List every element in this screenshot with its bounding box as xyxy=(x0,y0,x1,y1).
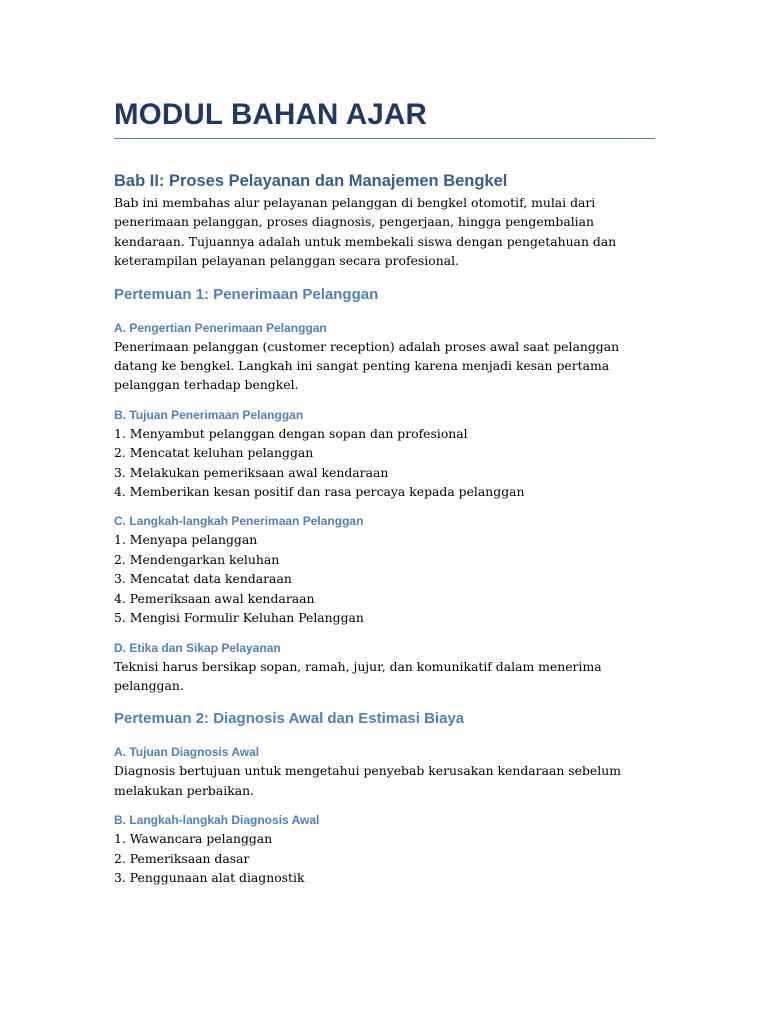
chapter-heading: Bab II: Proses Pelayanan dan Manajemen Bengkel xyxy=(114,172,508,190)
list-item: 3. Penggunaan alat diagnostik xyxy=(114,869,305,885)
meeting-2-section-b-list xyxy=(114,829,655,887)
list-item: 4. Pemeriksaan awal kendaraan xyxy=(114,590,315,606)
list-item: 2. Mendengarkan keluhan xyxy=(114,551,280,567)
meeting-2-heading: Pertemuan 2: Diagnosis Awal dan Estimasi Biaya xyxy=(114,710,465,728)
meeting-2-section-a-heading: A. Tujuan Diagnosis Awal xyxy=(114,745,260,760)
list-item: 5. Mengisi Formulir Keluhan Pelanggan xyxy=(114,610,364,626)
meeting-1-section-b-list xyxy=(114,424,655,502)
meeting-2-section-a-text: Diagnosis bertujuan untuk mengetahui penyebab kerusakan kendaraan sebelum melakukan perbaikan. xyxy=(114,763,621,798)
meeting-1-section-a-text: Penerimaan pelanggan (customer reception) adalah proses awal saat pelanggan datang ke bengkel. Langkah ini sangat penting karena menjadi kesan pertama pelanggan terhadap bengkel. xyxy=(114,338,620,393)
list-item: 2. Pemeriksaan dasar xyxy=(114,850,250,866)
meeting-1-section-b-heading: B. Tujuan Penerimaan Pelanggan xyxy=(114,407,304,422)
meeting-1-section-c-heading: C. Langkah-langkah Penerimaan Pelanggan xyxy=(114,514,364,529)
list-item: 4. Memberikan kesan positif dan rasa percaya kepada pelanggan xyxy=(114,484,525,500)
document-title: MODUL BAHAN AJAR xyxy=(114,96,655,139)
list-item: 3. Mencatat data kendaraan xyxy=(114,571,292,587)
meeting-2-section-b-heading: B. Langkah-langkah Diagnosis Awal xyxy=(114,813,320,828)
meeting-1-section-d-heading: D. Etika dan Sikap Pelayanan xyxy=(114,640,281,655)
list-item: 1. Wawancara pelanggan xyxy=(114,831,273,847)
meeting-1-heading: Pertemuan 1: Penerimaan Pelanggan xyxy=(114,285,379,303)
list-item: 1. Menyapa pelanggan xyxy=(114,532,258,548)
meeting-1-section-c-list xyxy=(114,530,655,627)
list-item: 3. Melakukan pemeriksaan awal kendaraan xyxy=(114,464,389,480)
meeting-1-section-a-heading: A. Pengertian Penerimaan Pelanggan xyxy=(114,320,327,335)
list-item: 2. Mencatat keluhan pelanggan xyxy=(114,445,314,461)
document-page xyxy=(114,96,655,887)
chapter-intro: Bab ini membahas alur pelayanan pelanggan di bengkel otomotif, mulai dari penerimaan pelanggan, proses diagnosis, pengerjaan, hingga pengembalian kendaraan. Tujuannya adalah untuk membekali siswa dengan pengetahuan dan keterampilan pelayanan pelanggan secara profesional. xyxy=(114,195,617,269)
meeting-1-section-d-text: Teknisi harus bersikap sopan, ramah, jujur, dan komunikatif dalam menerima pelanggan. xyxy=(114,658,602,693)
list-item: 1. Menyambut pelanggan dengan sopan dan profesional xyxy=(114,425,468,441)
